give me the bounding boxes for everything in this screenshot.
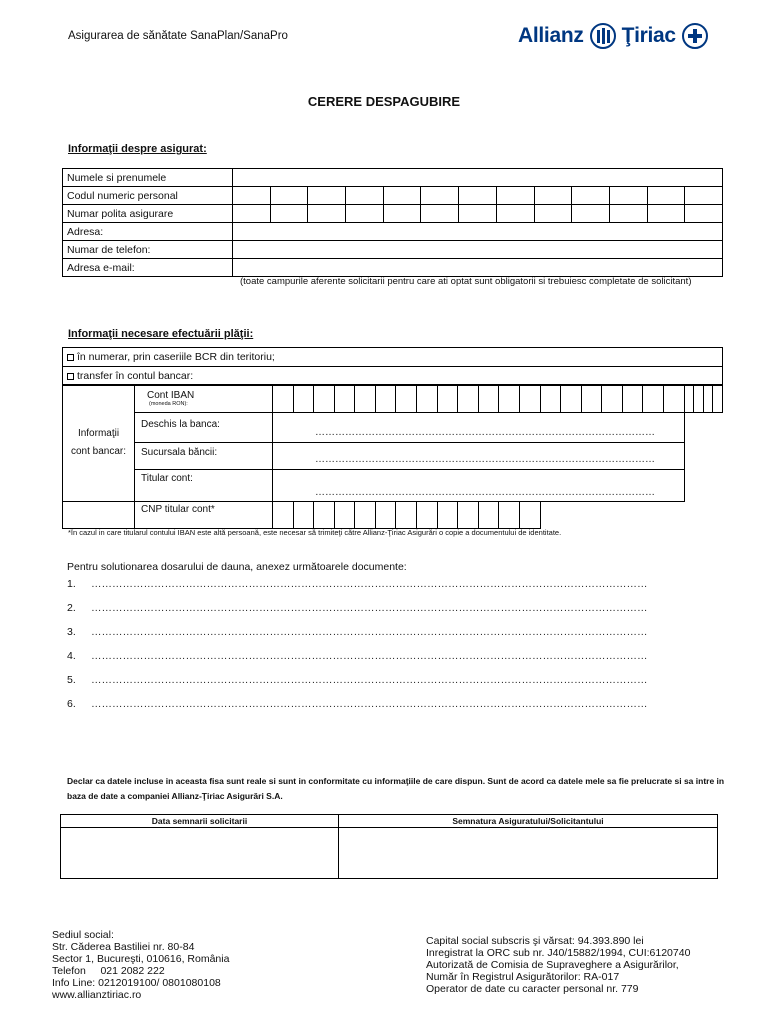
cnp-digit-box[interactable] — [647, 187, 685, 205]
cnp-digit-box[interactable] — [233, 187, 271, 205]
address-field[interactable] — [233, 223, 723, 241]
iban-char-box[interactable] — [622, 385, 643, 413]
cnp-digit-box[interactable] — [609, 187, 647, 205]
iban-char-box[interactable] — [458, 385, 479, 413]
logo-text-tiriac: Ţiriac — [621, 24, 676, 47]
iban-char-box[interactable] — [540, 385, 561, 413]
dotted-line: ………………………………………………………………………………………… — [315, 487, 655, 498]
declaration-text: Declar ca datele incluse in aceasta fisa sunt reale si sunt in conformitate cu informaţiile de care dispun. Sunt de acord ca datele mele sa fie prelucrate si sa intre in baza de date a companiei Allianz-Ţiriac Asigurări S.A. — [67, 776, 725, 801]
cnp-digit-box[interactable] — [308, 187, 346, 205]
footer-line: Număr în Registrul Asigurătorilor: RA-017 — [426, 971, 620, 983]
cnp-holder-label: CNP titular cont* — [135, 502, 273, 529]
footer-company-info — [426, 935, 690, 995]
iban-char-box[interactable] — [663, 385, 684, 413]
iban-char-box[interactable] — [643, 385, 664, 413]
table-row — [63, 205, 723, 223]
footer-line: Telefon 021 2082 222 — [52, 965, 165, 977]
footer-line: Capital social subscris şi vărsat: 94.393.890 lei — [426, 935, 644, 947]
bank-name-label: Deschis la banca: — [135, 413, 273, 443]
iban-char-box[interactable] — [684, 385, 694, 413]
document-number: 5. — [67, 674, 76, 686]
policy-digit-box[interactable] — [308, 205, 346, 223]
iban-char-box[interactable] — [314, 385, 335, 413]
policy-digit-box[interactable] — [346, 205, 384, 223]
date-field[interactable] — [61, 828, 339, 879]
iban-footnote: *În cazul in care titularul contului IBAN este altă persoană, este necesar să trimiteţi către Allianz-Ţiriac Asigurări o copie a documentului de identitate. — [68, 528, 562, 537]
document-number: 3. — [67, 626, 76, 638]
allianz-tiriac-logo — [518, 20, 708, 52]
cnp-digit-box[interactable] — [685, 187, 723, 205]
bank-info-label-line1: Informaţii — [77, 428, 120, 439]
cnp-digit-box[interactable] — [270, 187, 308, 205]
table-row — [61, 815, 718, 828]
cnp-holder-digit-box[interactable] — [396, 502, 417, 529]
iban-char-box[interactable] — [273, 385, 294, 413]
insured-section-title: Informaţii despre asigurat: — [68, 143, 207, 155]
cash-option[interactable] — [63, 348, 723, 367]
medical-cross-icon — [682, 23, 708, 49]
document-line[interactable] — [67, 602, 727, 614]
document-fill: …………………………………………………………………………………………………………………………………………… — [91, 578, 648, 590]
transfer-option-label: transfer în contul bancar: — [77, 370, 194, 382]
iban-char-box[interactable] — [355, 385, 376, 413]
row-label: Adresa: — [63, 223, 233, 241]
table-row — [63, 187, 723, 205]
branch-label: Sucursala băncii: — [135, 443, 273, 470]
cnp-digit-box[interactable] — [496, 187, 534, 205]
cnp-holder-digit-box[interactable] — [499, 502, 520, 529]
cnp-holder-digit-box[interactable] — [519, 502, 540, 529]
document-fill: …………………………………………………………………………………………………………………………………………… — [91, 698, 648, 710]
policy-digit-box[interactable] — [609, 205, 647, 223]
cnp-holder-digit-box[interactable] — [314, 502, 335, 529]
cnp-holder-digit-box[interactable] — [458, 502, 479, 529]
table-row — [63, 348, 723, 367]
iban-char-box[interactable] — [417, 385, 438, 413]
table-row — [63, 367, 723, 386]
footer-line: Info Line: 0212019100/ 0801080108 — [52, 977, 221, 989]
policy-digit-box[interactable] — [534, 205, 572, 223]
documents-intro: Pentru solutionarea dosarului de dauna, anexez următoarele documente: — [67, 561, 407, 573]
cash-option-label: în numerar, prin caseriile BCR din teritoriu; — [77, 351, 275, 363]
cnp-holder-digit-box[interactable] — [478, 502, 499, 529]
document-fill: …………………………………………………………………………………………………………………………………………… — [91, 674, 648, 686]
row-label: Codul numeric personal — [63, 187, 233, 205]
iban-char-box[interactable] — [703, 385, 713, 413]
row-label: Adresa e-mail: — [63, 259, 233, 277]
iban-char-box[interactable] — [519, 385, 540, 413]
table-row — [63, 502, 723, 529]
policy-digit-box[interactable] — [685, 205, 723, 223]
iban-char-box[interactable] — [478, 385, 499, 413]
iban-label — [135, 385, 273, 413]
footer-line: Autorizată de Comisia de Supraveghere a Asigurărilor, — [426, 959, 679, 971]
policy-digit-box[interactable] — [647, 205, 685, 223]
row-label: Numar polita asigurare — [63, 205, 233, 223]
document-line[interactable] — [67, 578, 727, 590]
iban-char-box[interactable] — [293, 385, 314, 413]
iban-currency-note: (moneda RON): — [149, 401, 188, 407]
document-line[interactable] — [67, 674, 727, 686]
document-number: 2. — [67, 602, 76, 614]
bank-info-label — [63, 385, 135, 502]
cnp-holder-digit-box[interactable] — [437, 502, 458, 529]
signature-table — [60, 814, 718, 879]
table-row — [63, 259, 723, 277]
footer-line: Operator de date cu caracter personal nr. 779 — [426, 983, 639, 995]
dotted-line: ………………………………………………………………………………………… — [315, 453, 655, 465]
cnp-digit-box[interactable] — [459, 187, 497, 205]
bank-info-label-line2: cont bancar: — [70, 446, 127, 457]
table-row — [63, 470, 723, 502]
table-row — [63, 169, 723, 187]
cnp-digit-box[interactable] — [421, 187, 459, 205]
dotted-line: ………………………………………………………………………………………… — [315, 427, 655, 438]
table-row — [63, 223, 723, 241]
table-row — [63, 443, 723, 470]
cnp-digit-box[interactable] — [383, 187, 421, 205]
branch-field[interactable] — [273, 443, 685, 470]
iban-char-box[interactable] — [713, 385, 723, 413]
footer-line: Sector 1, Bucureşti, 010616, România — [52, 953, 230, 965]
footer-registered-office — [52, 929, 229, 1001]
cash-checkbox[interactable] — [67, 354, 74, 361]
table-row — [61, 828, 718, 879]
payment-options-table — [62, 347, 723, 386]
bank-name-field[interactable] — [273, 413, 685, 443]
product-name: Asigurarea de sănătate SanaPlan/SanaPro — [68, 30, 288, 42]
cnp-holder-digit-box[interactable] — [334, 502, 355, 529]
iban-char-box[interactable] — [334, 385, 355, 413]
mandatory-fields-note: (toate campurile aferente solicitarii pentru care ati optat sunt obligatorii si trebuiesc completate de solicitant) — [240, 276, 692, 287]
holder-field[interactable] — [273, 470, 685, 502]
logo-text-allianz: Allianz — [518, 24, 584, 47]
cnp-digit-box[interactable] — [572, 187, 610, 205]
email-field[interactable] — [233, 259, 723, 277]
cnp-holder-digit-box[interactable] — [355, 502, 376, 529]
document-fill: …………………………………………………………………………………………………………………………………………… — [91, 650, 648, 662]
footer-line: Inregistrat la ORC sub nr. J40/15882/1994, CUI:6120740 — [426, 947, 691, 959]
footer-line: Str. Căderea Bastiliei nr. 80-84 — [52, 941, 195, 953]
iban-char-box[interactable] — [602, 385, 623, 413]
iban-label-text: Cont IBAN — [147, 390, 195, 401]
policy-digit-box[interactable] — [270, 205, 308, 223]
table-row — [63, 413, 723, 443]
iban-char-box[interactable] — [561, 385, 582, 413]
document-number: 1. — [67, 578, 76, 590]
iban-char-box[interactable] — [396, 385, 417, 413]
document-line[interactable] — [67, 626, 727, 638]
phone-field[interactable] — [233, 241, 723, 259]
iban-char-box[interactable] — [694, 385, 704, 413]
document-fill: …………………………………………………………………………………………………………………………………………… — [91, 602, 648, 614]
iban-char-box[interactable] — [499, 385, 520, 413]
policy-digit-box[interactable] — [421, 205, 459, 223]
iban-char-box[interactable] — [437, 385, 458, 413]
bank-account-table — [62, 384, 723, 529]
document-line[interactable] — [67, 698, 727, 710]
table-row — [63, 385, 723, 413]
cnp-holder-digit-box[interactable] — [293, 502, 314, 529]
allianz-eagle-icon — [590, 23, 616, 49]
table-row — [63, 241, 723, 259]
document-number: 4. — [67, 650, 76, 662]
page-title: CERERE DESPAGUBIRE — [307, 94, 461, 109]
transfer-checkbox[interactable] — [67, 373, 74, 380]
policy-digit-box[interactable] — [383, 205, 421, 223]
document-number: 6. — [67, 698, 76, 710]
cnp-holder-digit-box[interactable] — [417, 502, 438, 529]
cnp-digit-box[interactable] — [534, 187, 572, 205]
signature-field[interactable] — [339, 828, 718, 879]
document-line[interactable] — [67, 650, 727, 662]
policy-digit-box[interactable] — [572, 205, 610, 223]
policy-digit-box[interactable] — [496, 205, 534, 223]
payment-section-title: Informaţii necesare efectuării plăţii: — [68, 328, 254, 340]
iban-char-box[interactable] — [375, 385, 396, 413]
footer-line: Sediul social: — [52, 929, 114, 941]
cnp-holder-digit-box[interactable] — [273, 502, 294, 529]
row-label: Numele si prenumele — [63, 169, 233, 187]
cnp-digit-box[interactable] — [346, 187, 384, 205]
document-fill: …………………………………………………………………………………………………………………………………………… — [91, 626, 648, 638]
date-header: Data semnarii solicitarii — [61, 815, 339, 828]
insured-info-table — [62, 168, 723, 277]
bank-info-label-continuation — [63, 502, 135, 529]
policy-digit-box[interactable] — [233, 205, 271, 223]
iban-char-box[interactable] — [581, 385, 602, 413]
website-link[interactable]: www.allianztiriac.ro — [52, 989, 142, 1001]
name-field[interactable] — [233, 169, 723, 187]
row-label: Numar de telefon: — [63, 241, 233, 259]
holder-label: Titular cont: — [135, 470, 273, 502]
policy-digit-box[interactable] — [459, 205, 497, 223]
signature-header: Semnatura Asiguratului/Solicitantului — [339, 815, 718, 828]
cnp-holder-digit-box[interactable] — [375, 502, 396, 529]
transfer-option[interactable] — [63, 367, 723, 386]
